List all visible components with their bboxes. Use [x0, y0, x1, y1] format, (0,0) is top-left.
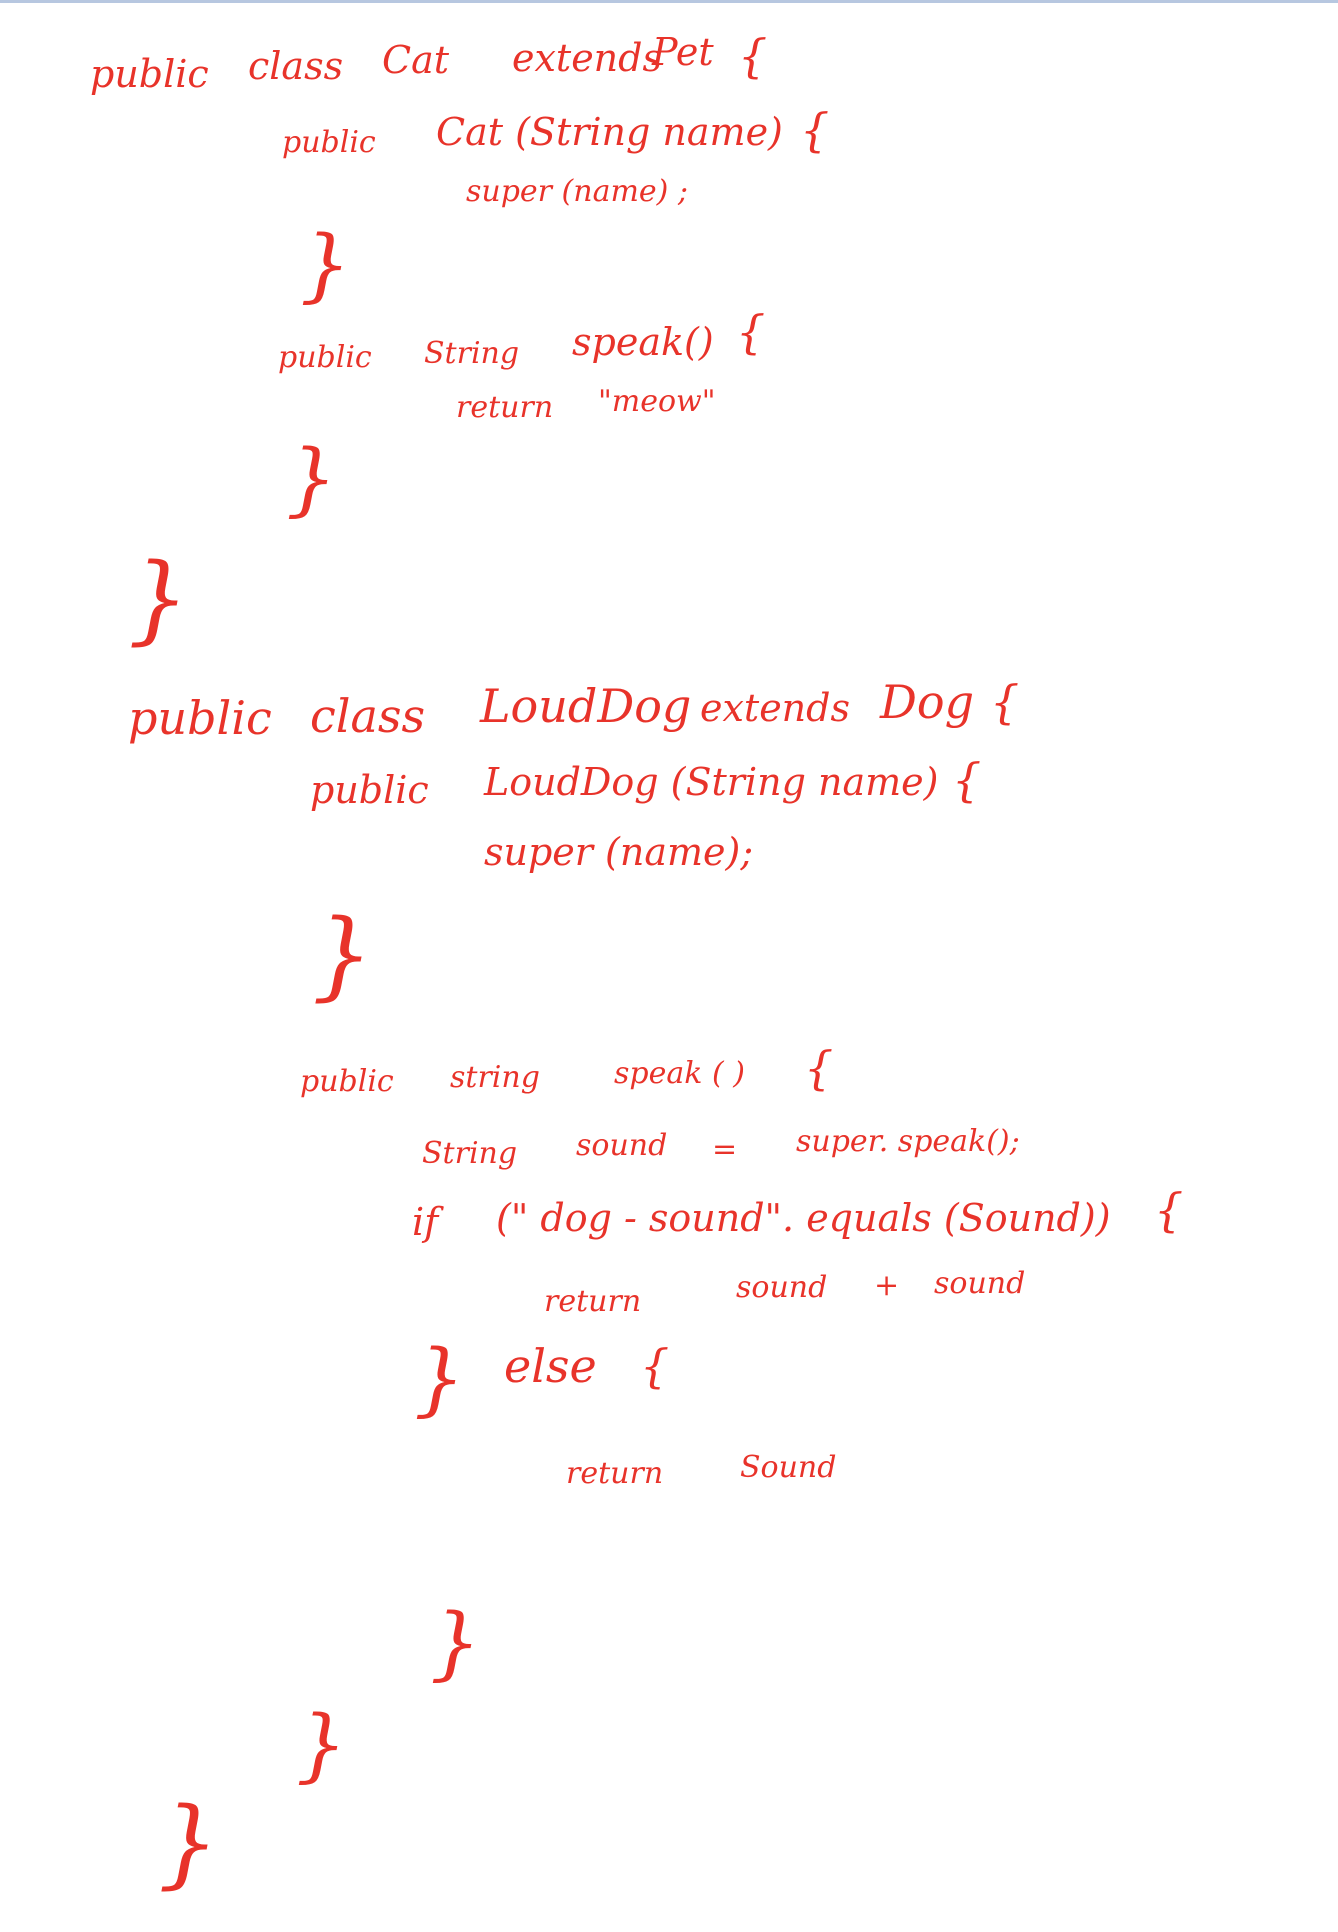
cat-speak-return-keyword: return [456, 390, 554, 425]
louddog-extends-keyword: extends [700, 686, 850, 730]
cat-class-keyword: class [248, 44, 344, 88]
louddog-if-keyword: if [412, 1200, 439, 1244]
cat-ctor-close-brace: } [300, 218, 351, 311]
louddog-if-return-left: sound [736, 1270, 828, 1305]
louddog-ctor-close-brace: } [312, 899, 374, 1011]
louddog-if-condition: (" dog - sound". equals (Sound)) [496, 1196, 1111, 1240]
cat-parent-name: Pet [652, 30, 714, 74]
louddog-public-keyword: public [128, 691, 272, 745]
louddog-speak-public: public [300, 1064, 394, 1099]
louddog-else-return-value: Sound [740, 1450, 837, 1485]
cat-ctor-super-call: super (name) ; [466, 174, 689, 209]
louddog-speak-open-brace: { [804, 1041, 834, 1095]
louddog-class-close-brace: } [158, 1787, 220, 1899]
cat-ctor-public: public [282, 125, 376, 160]
louddog-parent-name: Dog [880, 675, 975, 729]
louddog-if-return-keyword: return [544, 1284, 642, 1319]
louddog-else-return-keyword: return [566, 1456, 664, 1491]
louddog-ctor-public: public [310, 768, 429, 812]
cat-ctor-signature: Cat (String name) [436, 110, 783, 154]
cat-speak-method: speak() [572, 320, 714, 364]
louddog-else-close-brace: } [430, 1596, 481, 1689]
louddog-if-return-plus: + [874, 1268, 900, 1303]
louddog-ctor-open-brace: { [952, 753, 982, 807]
louddog-if-return-right: sound [934, 1266, 1026, 1301]
louddog-class-open-brace: { [990, 675, 1020, 729]
louddog-ctor-signature: LoudDog (String name) [484, 760, 939, 804]
cat-speak-return-type: String [424, 336, 520, 371]
louddog-ctor-super-call: super (name); [484, 830, 754, 874]
cat-speak-public: public [278, 340, 372, 375]
louddog-super-speak-call: super. speak(); [796, 1124, 1020, 1159]
cat-class-name: Cat [382, 38, 450, 82]
cat-speak-open-brace: { [736, 305, 766, 359]
louddog-if-open-brace: { [1154, 1183, 1184, 1237]
cat-speak-return-value: "meow" [598, 384, 716, 419]
cat-extends-keyword: extends [512, 36, 662, 80]
louddog-sound-var: sound [576, 1128, 668, 1163]
louddog-sound-type: String [422, 1136, 518, 1171]
louddog-class-name: LoudDog [480, 679, 692, 733]
louddog-else-open-brace: { [640, 1339, 670, 1393]
louddog-else-keyword: else [504, 1339, 597, 1393]
cat-public-keyword: public [90, 52, 209, 96]
cat-class-open-brace: { [738, 29, 768, 83]
cat-class-close-brace: } [128, 543, 190, 655]
louddog-class-keyword: class [310, 689, 426, 743]
louddog-speak-close-brace: } [296, 1698, 347, 1791]
louddog-if-close-brace: } [414, 1332, 465, 1425]
louddog-sound-assign: = [712, 1132, 738, 1167]
cat-ctor-open-brace: { [800, 103, 830, 157]
cat-speak-close-brace: } [286, 432, 337, 525]
louddog-speak-return-type: string [450, 1060, 540, 1095]
louddog-speak-method: speak ( ) [614, 1056, 745, 1091]
